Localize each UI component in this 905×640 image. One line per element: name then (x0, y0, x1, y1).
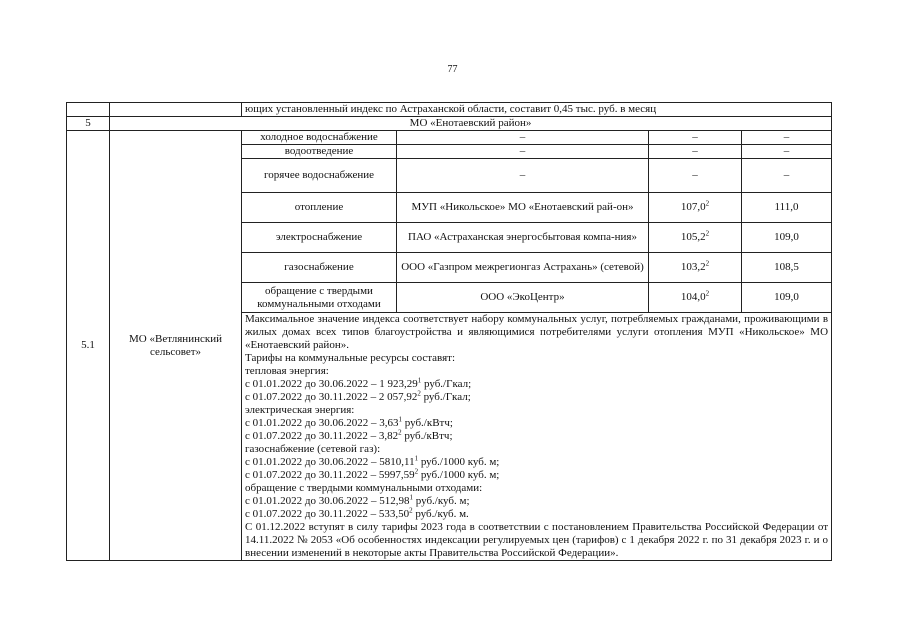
page-number: 77 (447, 64, 458, 75)
service-index: 107,0$^2$ (649, 193, 742, 223)
service-limit: 109,0 (742, 283, 832, 313)
service-limit: 108,5 (742, 253, 832, 283)
tariff-group-label: тепловая энергия: (245, 365, 329, 377)
municipality-number: 5.1 (67, 131, 110, 561)
municipality-name: МО «Ветлянинский сельсовет» (110, 131, 242, 561)
service-name: водоотведение (242, 145, 397, 159)
tariff-line: с 01.07.2022 до 30.11.2022 – 533,50$^2$ руб./куб. м. (245, 506, 469, 520)
service-index: – (649, 159, 742, 193)
tariff-line: с 01.01.2022 до 30.06.2022 – 1 923,29$^1$ руб./Гкал; (245, 376, 472, 390)
service-index: 103,2$^2$ (649, 253, 742, 283)
service-name: холодное водоснабжение (242, 131, 397, 145)
service-name: горячее водоснабжение (242, 159, 397, 193)
tariff-group-label: газоснабжение (сетевой газ): (245, 443, 381, 455)
service-provider: – (397, 145, 649, 159)
service-index: – (649, 131, 742, 145)
continuation-row (67, 103, 832, 117)
service-provider: – (397, 159, 649, 193)
service-name: отопление (242, 193, 397, 223)
service-row (67, 131, 832, 145)
service-provider: ООО «Газпром межрегионгаз Астрахань» (сетевой) (397, 253, 649, 283)
tariff-table (66, 102, 832, 561)
service-name: газоснабжение (242, 253, 397, 283)
tariff-group-label: обращение с твердыми коммунальными отходами: (245, 482, 483, 494)
service-name: электроснабжение (242, 223, 397, 253)
service-provider: МУП «Никольское» МО «Енотаевский рай-он» (397, 193, 649, 223)
tariff-line: с 01.07.2022 до 30.11.2022 – 5997,59$^2$ руб./1000 куб. м; (245, 467, 500, 481)
tariff-line: с 01.01.2022 до 30.06.2022 – 512,98$^1$ руб./куб. м; (245, 493, 470, 507)
service-index: 104,0$^2$ (649, 283, 742, 313)
service-name: обращение с твердыми коммунальными отходами (242, 283, 397, 313)
section-title: МО «Енотаевский район» (110, 117, 832, 131)
note-intro: Максимальное значение индекса соответствует набору коммунальных услуг, потребляемых гражданами, проживающими в жилых домах всех типов благоустройства и являющимися потребителями услуги отопления МУП «Никольское» МО «Енотаевский район». (245, 313, 829, 351)
tariff-line: с 01.01.2022 до 30.06.2022 – 5810,11$^1$ руб./1000 куб. м; (245, 454, 500, 468)
note-closing: С 01.12.2022 вступят в силу тарифы 2023 года в соответствии с постановлением Правительства Российской Федерации от 14.11.2022 № 2053 «Об особенностях индексации регулируемых цен (тарифов) с 1 декабря 2022 г. по 31 декабря 2023 г. и о внесении изменений в некоторые акты Правительства Российской Федерации». (245, 521, 829, 559)
service-provider: ПАО «Астраханская энергосбытовая компа-ния» (397, 223, 649, 253)
tariff-note (242, 313, 832, 561)
service-provider: – (397, 131, 649, 145)
section-row (67, 117, 832, 131)
service-index: – (649, 145, 742, 159)
service-index: 105,2$^2$ (649, 223, 742, 253)
note-tariffs-header: Тарифы на коммунальные ресурсы составят: (245, 352, 456, 364)
tariff-group-label: электрическая энергия: (245, 404, 355, 416)
tariff-line: с 01.07.2022 до 30.11.2022 – 3,82$^2$ руб./кВтч; (245, 428, 453, 442)
service-limit: – (742, 131, 832, 145)
section-number: 5 (67, 117, 110, 131)
service-provider: ООО «ЭкоЦентр» (397, 283, 649, 313)
service-limit: 111,0 (742, 193, 832, 223)
service-limit: – (742, 145, 832, 159)
tariff-line: с 01.07.2022 до 30.11.2022 – 2 057,92$^2$ руб./Гкал; (245, 389, 471, 403)
tariff-line: с 01.01.2022 до 30.06.2022 – 3,63$^1$ руб./кВтч; (245, 415, 453, 429)
service-limit: – (742, 159, 832, 193)
continuation-text: ющих установленный индекс по Астраханской области, составит 0,45 тыс. руб. в месяц (242, 103, 832, 117)
service-limit: 109,0 (742, 223, 832, 253)
